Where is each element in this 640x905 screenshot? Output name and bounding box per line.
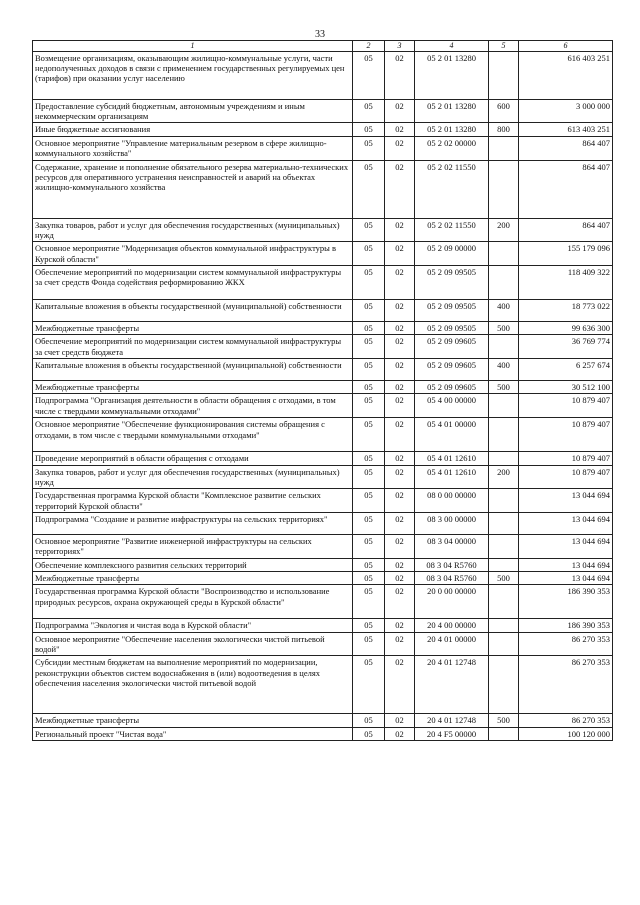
row-expense-type-cell — [489, 394, 519, 418]
table-row — [33, 123, 613, 136]
row-name-cell: Обеспечение мероприятий по модернизации систем коммунальной инфраструктуры за счет средств бюджета — [33, 335, 353, 359]
row-section-cell: 05 — [353, 465, 385, 489]
row-target-article-cell: 05 2 09 09605 — [415, 335, 489, 359]
row-expense-type-cell — [489, 265, 519, 299]
row-section-cell: 05 — [353, 572, 385, 585]
table-row — [33, 558, 613, 571]
row-name-cell: Основное мероприятие "Обеспечение населения экологически чистой питьевой водой" — [33, 632, 353, 656]
row-amount-cell: 30 512 100 — [519, 381, 613, 394]
table-row — [33, 394, 613, 418]
header-cell-expense-type: 5 — [489, 41, 519, 52]
row-target-article-cell: 20 0 00 00000 — [415, 585, 489, 619]
row-expense-type-cell — [489, 335, 519, 359]
row-name-cell: Межбюджетные трансферты — [33, 321, 353, 334]
row-expense-type-cell — [489, 51, 519, 99]
row-subsection-cell: 02 — [385, 534, 415, 558]
row-section-cell: 05 — [353, 489, 385, 513]
row-target-article-cell: 05 2 09 09605 — [415, 359, 489, 381]
row-name-cell: Государственная программа Курской области "Воспроизводство и использование природных ресурсов, охрана окружающей среды в Курской области" — [33, 585, 353, 619]
row-amount-cell: 864 407 — [519, 136, 613, 160]
row-subsection-cell: 02 — [385, 714, 415, 727]
row-amount-cell: 6 257 674 — [519, 359, 613, 381]
row-target-article-cell: 20 4 01 00000 — [415, 632, 489, 656]
row-section-cell: 05 — [353, 160, 385, 218]
table-row — [33, 727, 613, 740]
row-section-cell: 05 — [353, 394, 385, 418]
row-amount-cell: 10 879 407 — [519, 418, 613, 452]
row-subsection-cell: 02 — [385, 265, 415, 299]
row-amount-cell: 18 773 022 — [519, 299, 613, 321]
table-row — [33, 418, 613, 452]
row-name-cell: Содержание, хранение и пополнение обязательного резерва материально-технических ресурсов для оперативного устранения неисправностей и аварий на объектах жилищно-коммунального хозяйства — [33, 160, 353, 218]
row-name-cell: Субсидии местным бюджетам на выполнение мероприятий по модернизации, реконструкции объектов систем водоснабжения в (или) водоотведения в целях обеспечения населения экологически чистой питьевой водой — [33, 656, 353, 714]
row-expense-type-cell: 500 — [489, 714, 519, 727]
row-name-cell: Подпрограмма "Создание и развитие инфраструктуры на сельских территориях" — [33, 512, 353, 534]
row-amount-cell: 13 044 694 — [519, 572, 613, 585]
row-amount-cell: 99 636 300 — [519, 321, 613, 334]
row-name-cell: Обеспечение комплексного развития сельских территорий — [33, 558, 353, 571]
row-expense-type-cell: 400 — [489, 299, 519, 321]
table-body — [33, 51, 613, 740]
row-amount-cell: 13 044 694 — [519, 512, 613, 534]
row-name-cell: Основное мероприятие "Управление материальным резервом в сфере жилищно-коммунального хозяйства" — [33, 136, 353, 160]
row-name-cell: Основное мероприятие "Обеспечение функционирования системы обращения с отходами, в том числе с твердыми коммунальными отходами" — [33, 418, 353, 452]
row-expense-type-cell — [489, 585, 519, 619]
row-subsection-cell: 02 — [385, 632, 415, 656]
row-section-cell: 05 — [353, 534, 385, 558]
row-section-cell: 05 — [353, 632, 385, 656]
row-subsection-cell: 02 — [385, 418, 415, 452]
table-row — [33, 99, 613, 123]
row-subsection-cell: 02 — [385, 656, 415, 714]
row-expense-type-cell — [489, 418, 519, 452]
row-target-article-cell: 08 3 04 00000 — [415, 534, 489, 558]
row-expense-type-cell: 400 — [489, 359, 519, 381]
row-target-article-cell: 08 3 00 00000 — [415, 512, 489, 534]
row-section-cell: 05 — [353, 727, 385, 740]
row-subsection-cell: 02 — [385, 394, 415, 418]
budget-table — [32, 40, 613, 741]
table-row — [33, 714, 613, 727]
row-amount-cell: 13 044 694 — [519, 534, 613, 558]
row-target-article-cell: 20 4 F5 00000 — [415, 727, 489, 740]
row-target-article-cell: 20 4 01 12748 — [415, 656, 489, 714]
header-cell-target-article: 4 — [415, 41, 489, 52]
table-row — [33, 534, 613, 558]
table-row — [33, 265, 613, 299]
row-section-cell: 05 — [353, 558, 385, 571]
row-expense-type-cell: 600 — [489, 99, 519, 123]
row-name-cell: Подпрограмма "Организация деятельности в области обращения с отходами, в том числе с твердыми коммунальными отходами" — [33, 394, 353, 418]
row-section-cell: 05 — [353, 381, 385, 394]
row-amount-cell: 86 270 353 — [519, 632, 613, 656]
row-section-cell: 05 — [353, 512, 385, 534]
row-amount-cell: 86 270 353 — [519, 656, 613, 714]
row-target-article-cell: 05 4 01 12610 — [415, 452, 489, 465]
header-cell-amount: 6 — [519, 41, 613, 52]
table-row — [33, 572, 613, 585]
row-amount-cell: 118 409 322 — [519, 265, 613, 299]
row-expense-type-cell — [489, 727, 519, 740]
row-target-article-cell: 05 2 02 11550 — [415, 218, 489, 242]
row-name-cell: Иные бюджетные ассигнования — [33, 123, 353, 136]
row-subsection-cell: 02 — [385, 123, 415, 136]
row-target-article-cell: 05 2 09 09505 — [415, 299, 489, 321]
row-name-cell: Региональный проект "Чистая вода" — [33, 727, 353, 740]
row-name-cell: Закупка товаров, работ и услуг для обеспечения государственных (муниципальных) нужд — [33, 465, 353, 489]
row-name-cell: Межбюджетные трансферты — [33, 572, 353, 585]
row-expense-type-cell — [489, 160, 519, 218]
table-row — [33, 136, 613, 160]
table-row — [33, 465, 613, 489]
row-section-cell: 05 — [353, 714, 385, 727]
row-name-cell: Возмещение организациям, оказывающим жилищно-коммунальные услуги, части недополученных доходов в связи с применением государственных регулируемых цен (тарифов) при оказании услуг населению — [33, 51, 353, 99]
row-target-article-cell: 08 3 04 R5760 — [415, 572, 489, 585]
row-subsection-cell: 02 — [385, 321, 415, 334]
row-expense-type-cell: 200 — [489, 218, 519, 242]
row-subsection-cell: 02 — [385, 160, 415, 218]
row-name-cell: Государственная программа Курской области "Комплексное развитие сельских территорий Курской области" — [33, 489, 353, 513]
row-expense-type-cell: 200 — [489, 465, 519, 489]
row-amount-cell: 186 390 353 — [519, 585, 613, 619]
row-subsection-cell: 02 — [385, 452, 415, 465]
table-row — [33, 489, 613, 513]
table-row — [33, 359, 613, 381]
row-target-article-cell: 05 4 01 12610 — [415, 465, 489, 489]
row-section-cell: 05 — [353, 242, 385, 266]
table-row — [33, 632, 613, 656]
row-amount-cell: 616 403 251 — [519, 51, 613, 99]
row-subsection-cell: 02 — [385, 242, 415, 266]
row-amount-cell: 3 000 000 — [519, 99, 613, 123]
row-amount-cell: 864 407 — [519, 218, 613, 242]
row-amount-cell: 186 390 353 — [519, 619, 613, 632]
row-amount-cell: 10 879 407 — [519, 452, 613, 465]
row-expense-type-cell — [489, 136, 519, 160]
table-row — [33, 321, 613, 334]
row-section-cell: 05 — [353, 99, 385, 123]
row-name-cell: Основное мероприятие "Развитие инженерной инфраструктуры на сельских территориях" — [33, 534, 353, 558]
row-expense-type-cell — [489, 632, 519, 656]
row-name-cell: Обеспечение мероприятий по модернизации систем коммунальной инфраструктуры за счет средств Фонда содействия реформированию ЖКХ — [33, 265, 353, 299]
row-target-article-cell: 05 2 01 13280 — [415, 51, 489, 99]
row-amount-cell: 13 044 694 — [519, 489, 613, 513]
row-section-cell: 05 — [353, 452, 385, 465]
row-name-cell: Закупка товаров, работ и услуг для обеспечения государственных (муниципальных) нужд — [33, 218, 353, 242]
table-row — [33, 218, 613, 242]
table-row — [33, 512, 613, 534]
row-subsection-cell: 02 — [385, 572, 415, 585]
row-section-cell: 05 — [353, 136, 385, 160]
table-row — [33, 242, 613, 266]
table-row — [33, 619, 613, 632]
table-row — [33, 335, 613, 359]
row-name-cell: Основное мероприятие "Модернизация объектов коммунальной инфраструктуры в Курской области" — [33, 242, 353, 266]
row-section-cell: 05 — [353, 335, 385, 359]
row-name-cell: Межбюджетные трансферты — [33, 381, 353, 394]
row-subsection-cell: 02 — [385, 335, 415, 359]
row-subsection-cell: 02 — [385, 489, 415, 513]
row-subsection-cell: 02 — [385, 558, 415, 571]
row-expense-type-cell: 800 — [489, 123, 519, 136]
row-section-cell: 05 — [353, 585, 385, 619]
table-row — [33, 51, 613, 99]
table-row — [33, 656, 613, 714]
row-expense-type-cell: 500 — [489, 381, 519, 394]
row-amount-cell: 864 407 — [519, 160, 613, 218]
row-expense-type-cell — [489, 452, 519, 465]
row-target-article-cell: 05 2 09 09505 — [415, 321, 489, 334]
row-subsection-cell: 02 — [385, 727, 415, 740]
row-target-article-cell: 05 2 02 11550 — [415, 160, 489, 218]
row-amount-cell: 10 879 407 — [519, 394, 613, 418]
table-row — [33, 381, 613, 394]
row-expense-type-cell — [489, 558, 519, 571]
row-target-article-cell: 20 4 01 12748 — [415, 714, 489, 727]
row-name-cell: Подпрограмма "Экология и чистая вода в Курской области" — [33, 619, 353, 632]
row-expense-type-cell — [489, 656, 519, 714]
row-section-cell: 05 — [353, 359, 385, 381]
row-section-cell: 05 — [353, 265, 385, 299]
row-expense-type-cell — [489, 619, 519, 632]
row-subsection-cell: 02 — [385, 359, 415, 381]
row-subsection-cell: 02 — [385, 218, 415, 242]
row-target-article-cell: 05 4 01 00000 — [415, 418, 489, 452]
row-expense-type-cell: 500 — [489, 572, 519, 585]
row-expense-type-cell — [489, 489, 519, 513]
row-section-cell: 05 — [353, 299, 385, 321]
row-amount-cell: 613 403 251 — [519, 123, 613, 136]
header-row — [33, 41, 613, 52]
row-target-article-cell: 05 2 02 00000 — [415, 136, 489, 160]
row-amount-cell: 86 270 353 — [519, 714, 613, 727]
row-amount-cell: 155 179 096 — [519, 242, 613, 266]
row-target-article-cell: 08 3 04 R5760 — [415, 558, 489, 571]
row-target-article-cell: 20 4 00 00000 — [415, 619, 489, 632]
row-name-cell: Капитальные вложения в объекты государственной (муниципальной) собственности — [33, 299, 353, 321]
row-subsection-cell: 02 — [385, 99, 415, 123]
row-name-cell: Проведение мероприятий в области обращения с отходами — [33, 452, 353, 465]
row-subsection-cell: 02 — [385, 465, 415, 489]
row-section-cell: 05 — [353, 619, 385, 632]
row-expense-type-cell — [489, 512, 519, 534]
row-subsection-cell: 02 — [385, 619, 415, 632]
row-amount-cell: 10 879 407 — [519, 465, 613, 489]
header-cell-section: 2 — [353, 41, 385, 52]
row-expense-type-cell: 500 — [489, 321, 519, 334]
row-subsection-cell: 02 — [385, 381, 415, 394]
row-target-article-cell: 05 4 00 00000 — [415, 394, 489, 418]
row-target-article-cell: 05 2 09 09505 — [415, 265, 489, 299]
row-target-article-cell: 08 0 00 00000 — [415, 489, 489, 513]
row-target-article-cell: 05 2 09 00000 — [415, 242, 489, 266]
row-subsection-cell: 02 — [385, 512, 415, 534]
row-subsection-cell: 02 — [385, 51, 415, 99]
table-row — [33, 299, 613, 321]
header-cell-name: 1 — [33, 41, 353, 52]
row-subsection-cell: 02 — [385, 136, 415, 160]
row-amount-cell: 100 120 000 — [519, 727, 613, 740]
table-row — [33, 585, 613, 619]
row-target-article-cell: 05 2 09 09605 — [415, 381, 489, 394]
row-section-cell: 05 — [353, 418, 385, 452]
table-row — [33, 452, 613, 465]
header-cell-subsection: 3 — [385, 41, 415, 52]
row-expense-type-cell — [489, 534, 519, 558]
table-row — [33, 160, 613, 218]
row-amount-cell: 36 769 774 — [519, 335, 613, 359]
row-section-cell: 05 — [353, 218, 385, 242]
page-number: 33 — [315, 29, 325, 40]
row-name-cell: Предоставление субсидий бюджетным, автономным учреждениям и иным некоммерческим организациям — [33, 99, 353, 123]
row-section-cell: 05 — [353, 656, 385, 714]
row-subsection-cell: 02 — [385, 299, 415, 321]
row-expense-type-cell — [489, 242, 519, 266]
row-name-cell: Капитальные вложения в объекты государственной (муниципальной) собственности — [33, 359, 353, 381]
row-section-cell: 05 — [353, 321, 385, 334]
row-amount-cell: 13 044 694 — [519, 558, 613, 571]
row-target-article-cell: 05 2 01 13280 — [415, 123, 489, 136]
row-target-article-cell: 05 2 01 13280 — [415, 99, 489, 123]
row-name-cell: Межбюджетные трансферты — [33, 714, 353, 727]
row-subsection-cell: 02 — [385, 585, 415, 619]
row-section-cell: 05 — [353, 51, 385, 99]
row-section-cell: 05 — [353, 123, 385, 136]
